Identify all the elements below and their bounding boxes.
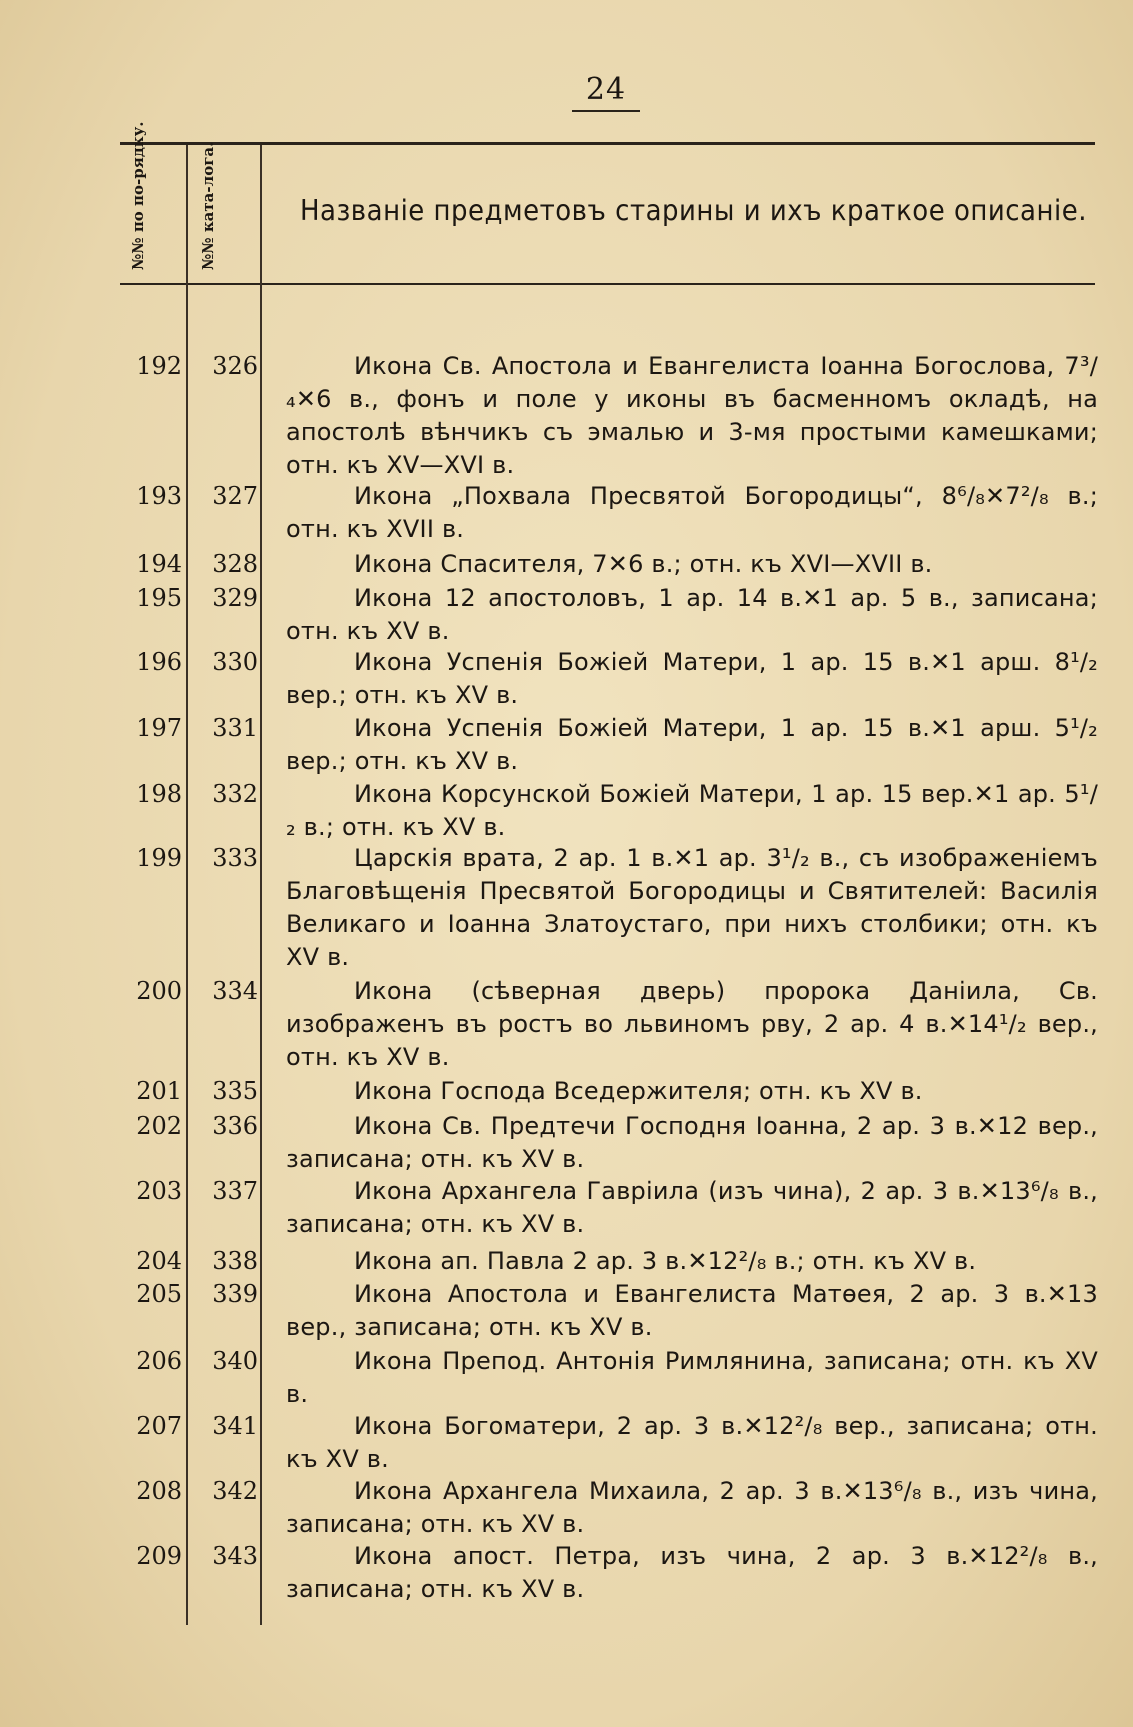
catalog-number: 327 (212, 482, 258, 510)
page-number-underline (572, 110, 640, 112)
header-row-number: №№ по по-рядку. (129, 121, 147, 270)
item-description: Икона Св. Предтечи Господня Іоанна, 2 ар. 3 в.✕12 вер., записана; отн. къ XV в. (286, 1112, 1098, 1173)
catalog-number: 334 (212, 977, 258, 1005)
item-description: Икона Богоматери, 2 ар. 3 в.✕12²/₈ вер., записана; отн. къ XV в. (286, 1412, 1098, 1473)
catalog-number: 329 (212, 584, 258, 612)
item-description: Царскія врата, 2 ар. 1 в.✕1 ар. 3¹/₂ в., съ изображеніемъ Благовѣщенія Пресвятой Богородицы и Святителей: Василія Великаго и Іоанна Златоустаго, при нихъ столбики; отн. къ XV в. (286, 844, 1098, 971)
item-description: Икона „Похвала Пресвятой Богородицы“, 8⁶/₈✕7²/₈ в.; отн. къ XVII в. (286, 482, 1098, 543)
row-number: 197 (136, 714, 182, 742)
row-number: 193 (136, 482, 182, 510)
catalog-number: 330 (212, 648, 258, 676)
column-divider-1 (186, 145, 188, 1625)
item-description: Икона Господа Вседержителя; отн. къ XV в. (354, 1077, 923, 1105)
catalog-number: 332 (212, 780, 258, 808)
catalog-number: 331 (212, 714, 258, 742)
catalog-number: 342 (212, 1477, 258, 1505)
table-header-rule (120, 283, 1095, 285)
row-number: 199 (136, 844, 182, 872)
catalog-number: 336 (212, 1112, 258, 1140)
catalog-number: 333 (212, 844, 258, 872)
catalog-number: 326 (212, 352, 258, 380)
page-number: 24 (585, 72, 627, 107)
table-top-rule (120, 142, 1095, 145)
item-description: Икона ап. Павла 2 ар. 3 в.✕12²/₈ в.; отн. къ XV в. (354, 1247, 977, 1275)
item-description: Икона 12 апостоловъ, 1 ар. 14 в.✕1 ар. 5 в., записана; отн. къ XV в. (286, 584, 1098, 645)
row-number: 200 (136, 977, 182, 1005)
row-number: 207 (136, 1412, 182, 1440)
item-description: Икона Успенія Божіей Матери, 1 ар. 15 в.✕1 арш. 5¹/₂ вер.; отн. къ XV в. (286, 714, 1098, 775)
item-description: Икона Архангела Гавріила (изъ чина), 2 ар. 3 в.✕13⁶/₈ в., записана; отн. къ XV в. (286, 1177, 1098, 1238)
item-description: Икона Успенія Божіей Матери, 1 ар. 15 в.✕1 арш. 8¹/₂ вер.; отн. къ XV в. (286, 648, 1098, 709)
row-number: 194 (136, 550, 182, 578)
catalog-number: 337 (212, 1177, 258, 1205)
catalog-number: 328 (212, 550, 258, 578)
row-number: 208 (136, 1477, 182, 1505)
column-divider-2 (260, 145, 262, 1625)
row-number: 198 (136, 780, 182, 808)
item-description: Икона апост. Петра, изъ чина, 2 ар. 3 в.✕12²/₈ в., записана; отн. къ XV в. (286, 1542, 1098, 1603)
catalog-number: 340 (212, 1347, 258, 1375)
catalog-number: 341 (212, 1412, 258, 1440)
catalog-number: 339 (212, 1280, 258, 1308)
row-number: 195 (136, 584, 182, 612)
row-number: 202 (136, 1112, 182, 1140)
row-number: 209 (136, 1542, 182, 1570)
item-description: Икона Апостола и Евангелиста Матѳея, 2 ар. 3 в.✕13 вер., записана; отн. къ XV в. (286, 1280, 1098, 1341)
item-description: Икона Корсунской Божіей Матери, 1 ар. 15 вер.✕1 ар. 5¹/₂ в.; отн. къ XV в. (286, 780, 1098, 841)
catalog-number: 338 (212, 1247, 258, 1275)
item-description: Икона Спасителя, 7✕6 в.; отн. къ XVI—XVII в. (354, 550, 933, 578)
row-number: 205 (136, 1280, 182, 1308)
row-number: 204 (136, 1247, 182, 1275)
catalog-number: 335 (212, 1077, 258, 1105)
row-number: 192 (136, 352, 182, 380)
row-number: 201 (136, 1077, 182, 1105)
header-catalog-number: №№ ката-лога. (199, 141, 217, 270)
item-description: Икона Препод. Антонія Римлянина, записана; отн. къ XV в. (286, 1347, 1098, 1408)
item-description: Икона Архангела Михаила, 2 ар. 3 в.✕13⁶/₈ в., изъ чина, записана; отн. къ XV в. (286, 1477, 1098, 1538)
item-description: Икона (сѣверная дверь) пророка Даніила, Св. изображенъ въ ростъ во львиномъ рву, 2 ар. 4 в.✕14¹/₂ вер., отн. къ XV в. (286, 977, 1098, 1071)
item-description: Икона Св. Апостола и Евангелиста Іоанна Богослова, 7³/₄✕6 в., фонъ и поле у иконы въ басменномъ окладѣ, на апостолѣ вѣнчикъ съ эмалью и 3-мя простыми камешками; отн. къ XV—XVI в. (286, 352, 1098, 479)
catalog-number: 343 (212, 1542, 258, 1570)
row-number: 206 (136, 1347, 182, 1375)
row-number: 203 (136, 1177, 182, 1205)
row-number: 196 (136, 648, 182, 676)
header-description: Названіе предметовъ старины и ихъ краткое описаніе. (300, 194, 1087, 228)
